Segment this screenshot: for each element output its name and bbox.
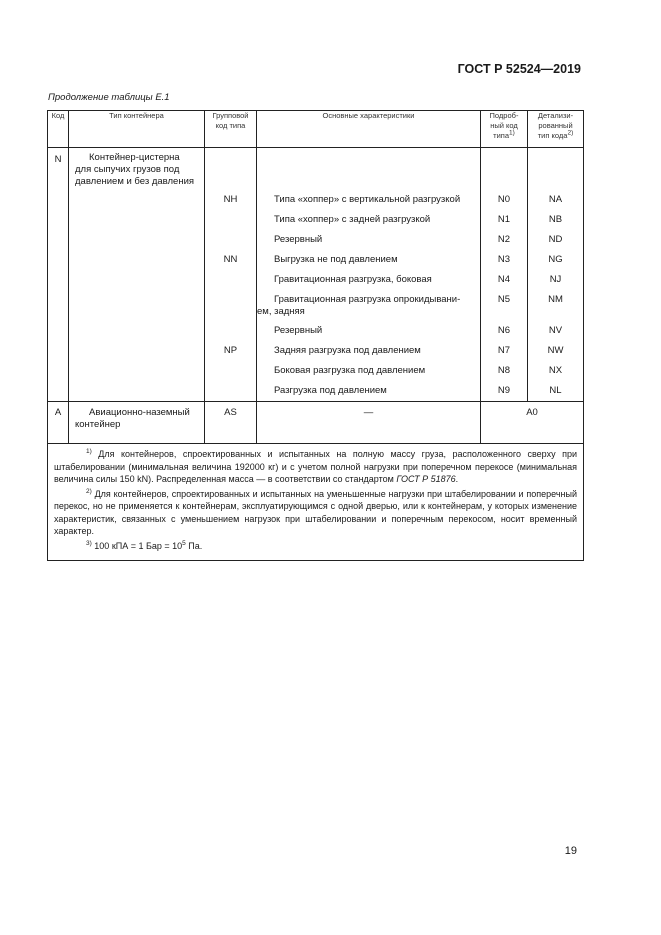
container-type-table	[47, 110, 584, 561]
page-number: 19	[564, 845, 577, 857]
footnotes	[48, 444, 584, 561]
tank-code: N	[48, 148, 69, 402]
tank-detailed-types: NA NB ND NG NJ NM NV NW NX NL	[528, 148, 584, 402]
tank-container-row	[48, 148, 584, 402]
air-code: A	[48, 402, 69, 444]
header-characteristics: Основные характеристики	[257, 111, 481, 148]
header-code: Код	[48, 111, 69, 148]
footnote-1: $^{1)}$ Для контейнеров, спроектированных и испытанных на полную массу груза, расположенного сверху при штабелировании (минимальная величина 192000 кг) и с учетом полной нагрузки при поперечном перекосе (минимальная величина силы 150 kN). Распределенная масса — в соответствии со стандартом ГОСТ Р 51876.	[54, 448, 577, 484]
tank-type: Контейнер-цистерна для сыпучих грузов под давлением и без давления	[69, 148, 205, 402]
header-detailed-type: Детализи- рованный тип кода$^{2)}$	[528, 111, 584, 148]
standard-designation: ГОСТ Р 52524—2019	[457, 62, 581, 76]
footnotes-row	[48, 444, 584, 561]
header-group-code: Групповой код типа	[205, 111, 257, 148]
air-container-row	[48, 402, 584, 444]
table-caption: Продолжение таблицы Е.1	[48, 92, 170, 103]
air-group-code: AS	[205, 402, 257, 444]
air-type: Авиационно-наземный контейнер	[69, 402, 205, 444]
header-detailed-code: Подроб- ный код типа$^{1)}$	[481, 111, 528, 148]
footnote-3: $^{3)}$ 100 кПА = 1 Бар = $10^5$ Па.	[86, 539, 203, 551]
air-code-merged: A0	[481, 402, 584, 444]
air-characteristics: —	[257, 402, 481, 444]
tank-characteristics: Типа «хоппер» с вертикальной разгрузкой Типа «хоппер» с задней разгрузкой Резервный Выгрузка не под давлением Гравитационная разгрузка, боковая Гравитационная разгрузка опрокидывани- ем, задняя Резервный Задняя разгрузка под давлением Боковая разгрузка под давлением Разгрузка под давлением	[257, 148, 481, 402]
tank-group-codes: NH NN NP	[205, 148, 257, 402]
header-type: Тип контейнера	[69, 111, 205, 148]
footnote-2: $^{2)}$ Для контейнеров, спроектированных и испытанных на уменьшенные нагрузки при штабелировании и поперечный перекос, но не применяется к контейнерам, эксплуатирующимся с одной дверью, или к контейнерам, у которых изменение характеристик, связанных с уменьшением нагрузок при штабелировании и поперечным перекосом, носит временный характер.	[54, 487, 577, 536]
table-header-row	[48, 111, 584, 148]
tank-detailed-codes: N0 N1 N2 N3 N4 N5 N6 N7 N8 N9	[481, 148, 528, 402]
